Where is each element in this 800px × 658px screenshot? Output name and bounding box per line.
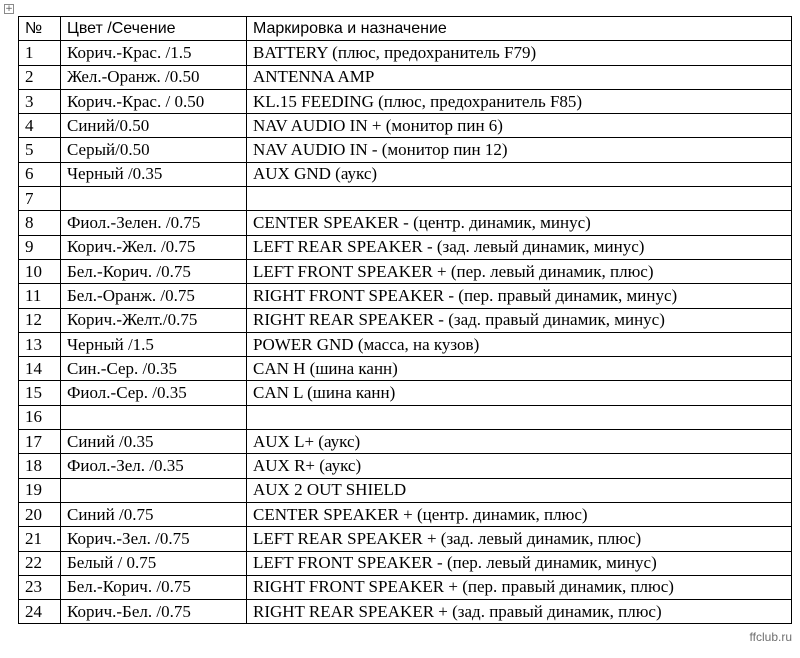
cell-marking-purpose: LEFT REAR SPEAKER + (зад. левый динамик, плюс) <box>247 527 792 551</box>
table-row <box>19 41 792 65</box>
cell-marking-purpose: LEFT REAR SPEAKER - (зад. левый динамик, минус) <box>247 235 792 259</box>
header-marking-purpose: Маркировка и назначение <box>247 17 792 41</box>
cell-marking-purpose: CENTER SPEAKER + (центр. динамик, плюс) <box>247 502 792 526</box>
cell-color-section: Бел.-Корич. /0.75 <box>61 575 247 599</box>
table-row <box>19 332 792 356</box>
cell-number: 13 <box>19 332 61 356</box>
cell-marking-purpose: RIGHT FRONT SPEAKER + (пер. правый динамик, плюс) <box>247 575 792 599</box>
table-row <box>19 527 792 551</box>
cell-marking-purpose <box>247 405 792 429</box>
cell-marking-purpose: RIGHT REAR SPEAKER - (зад. правый динамик, минус) <box>247 308 792 332</box>
cell-color-section: Корич.-Жел. /0.75 <box>61 235 247 259</box>
cell-color-section: Син.-Сер. /0.35 <box>61 357 247 381</box>
cell-marking-purpose: KL.15 FEEDING (плюс, предохранитель F85) <box>247 89 792 113</box>
table-row <box>19 551 792 575</box>
table-row <box>19 284 792 308</box>
cell-color-section: Синий/0.50 <box>61 114 247 138</box>
table-row <box>19 187 792 211</box>
cell-marking-purpose: AUX R+ (аукс) <box>247 454 792 478</box>
cell-marking-purpose: NAV AUDIO IN + (монитор пин 6) <box>247 114 792 138</box>
cell-number: 1 <box>19 41 61 65</box>
cell-number: 8 <box>19 211 61 235</box>
cell-number: 6 <box>19 162 61 186</box>
cell-marking-purpose <box>247 187 792 211</box>
cell-marking-purpose: CAN H (шина канн) <box>247 357 792 381</box>
cell-number: 18 <box>19 454 61 478</box>
table-header-row <box>19 17 792 41</box>
table-row <box>19 211 792 235</box>
cell-number: 22 <box>19 551 61 575</box>
cell-marking-purpose: BATTERY (плюс, предохранитель F79) <box>247 41 792 65</box>
cell-marking-purpose: RIGHT REAR SPEAKER + (зад. правый динамик, плюс) <box>247 600 792 624</box>
header-color-section: Цвет /Сечение <box>61 17 247 41</box>
cell-color-section: Бел.-Корич. /0.75 <box>61 259 247 283</box>
wiring-table <box>18 16 792 624</box>
cell-color-section: Синий /0.35 <box>61 430 247 454</box>
cell-marking-purpose: LEFT FRONT SPEAKER + (пер. левый динамик, плюс) <box>247 259 792 283</box>
cell-number: 23 <box>19 575 61 599</box>
cell-marking-purpose: AUX GND (аукс) <box>247 162 792 186</box>
cell-number: 14 <box>19 357 61 381</box>
table-row <box>19 114 792 138</box>
table-row <box>19 308 792 332</box>
cell-color-section: Корич.-Крас. /1.5 <box>61 41 247 65</box>
cell-number: 5 <box>19 138 61 162</box>
cell-number: 9 <box>19 235 61 259</box>
header-number: № <box>19 17 61 41</box>
cell-number: 16 <box>19 405 61 429</box>
table-move-handle-icon[interactable]: + <box>5 4 13 14</box>
table-row <box>19 454 792 478</box>
cell-color-section <box>61 187 247 211</box>
table-body <box>19 41 792 624</box>
cell-color-section: Белый / 0.75 <box>61 551 247 575</box>
table-row <box>19 405 792 429</box>
cell-number: 3 <box>19 89 61 113</box>
cell-number: 4 <box>19 114 61 138</box>
cell-number: 2 <box>19 65 61 89</box>
cell-color-section: Синий /0.75 <box>61 502 247 526</box>
cell-color-section: Фиол.-Зелен. /0.75 <box>61 211 247 235</box>
cell-number: 19 <box>19 478 61 502</box>
table-row <box>19 381 792 405</box>
cell-number: 7 <box>19 187 61 211</box>
cell-marking-purpose: POWER GND (масса, на кузов) <box>247 332 792 356</box>
cell-number: 21 <box>19 527 61 551</box>
table-row <box>19 235 792 259</box>
watermark-text: ffclub.ru <box>749 630 792 644</box>
cell-number: 12 <box>19 308 61 332</box>
table-row <box>19 259 792 283</box>
cell-number: 24 <box>19 600 61 624</box>
cell-number: 15 <box>19 381 61 405</box>
cell-number: 17 <box>19 430 61 454</box>
table-row <box>19 502 792 526</box>
table-row <box>19 65 792 89</box>
cell-marking-purpose: LEFT FRONT SPEAKER - (пер. левый динамик, минус) <box>247 551 792 575</box>
cell-color-section: Корич.-Зел. /0.75 <box>61 527 247 551</box>
table-row <box>19 430 792 454</box>
cell-number: 10 <box>19 259 61 283</box>
cell-color-section: Черный /0.35 <box>61 162 247 186</box>
table-row <box>19 575 792 599</box>
table-row <box>19 138 792 162</box>
cell-marking-purpose: NAV AUDIO IN - (монитор пин 12) <box>247 138 792 162</box>
cell-number: 11 <box>19 284 61 308</box>
table-row <box>19 162 792 186</box>
cell-marking-purpose: ANTENNA AMP <box>247 65 792 89</box>
cell-color-section <box>61 478 247 502</box>
cell-color-section: Черный /1.5 <box>61 332 247 356</box>
cell-color-section: Бел.-Оранж. /0.75 <box>61 284 247 308</box>
cell-color-section: Корич.-Бел. /0.75 <box>61 600 247 624</box>
cell-color-section <box>61 405 247 429</box>
cell-color-section: Жел.-Оранж. /0.50 <box>61 65 247 89</box>
table-row <box>19 600 792 624</box>
cell-marking-purpose: CENTER SPEAKER - (центр. динамик, минус) <box>247 211 792 235</box>
table-row <box>19 357 792 381</box>
table-row <box>19 478 792 502</box>
cell-marking-purpose: AUX L+ (аукс) <box>247 430 792 454</box>
cell-marking-purpose: CAN L (шина канн) <box>247 381 792 405</box>
table-row <box>19 89 792 113</box>
cell-marking-purpose: AUX 2 OUT SHIELD <box>247 478 792 502</box>
cell-color-section: Серый/0.50 <box>61 138 247 162</box>
cell-color-section: Фиол.-Сер. /0.35 <box>61 381 247 405</box>
cell-color-section: Фиол.-Зел. /0.35 <box>61 454 247 478</box>
cell-marking-purpose: RIGHT FRONT SPEAKER - (пер. правый динамик, минус) <box>247 284 792 308</box>
cell-number: 20 <box>19 502 61 526</box>
cell-color-section: Корич.-Желт./0.75 <box>61 308 247 332</box>
cell-color-section: Корич.-Крас. / 0.50 <box>61 89 247 113</box>
